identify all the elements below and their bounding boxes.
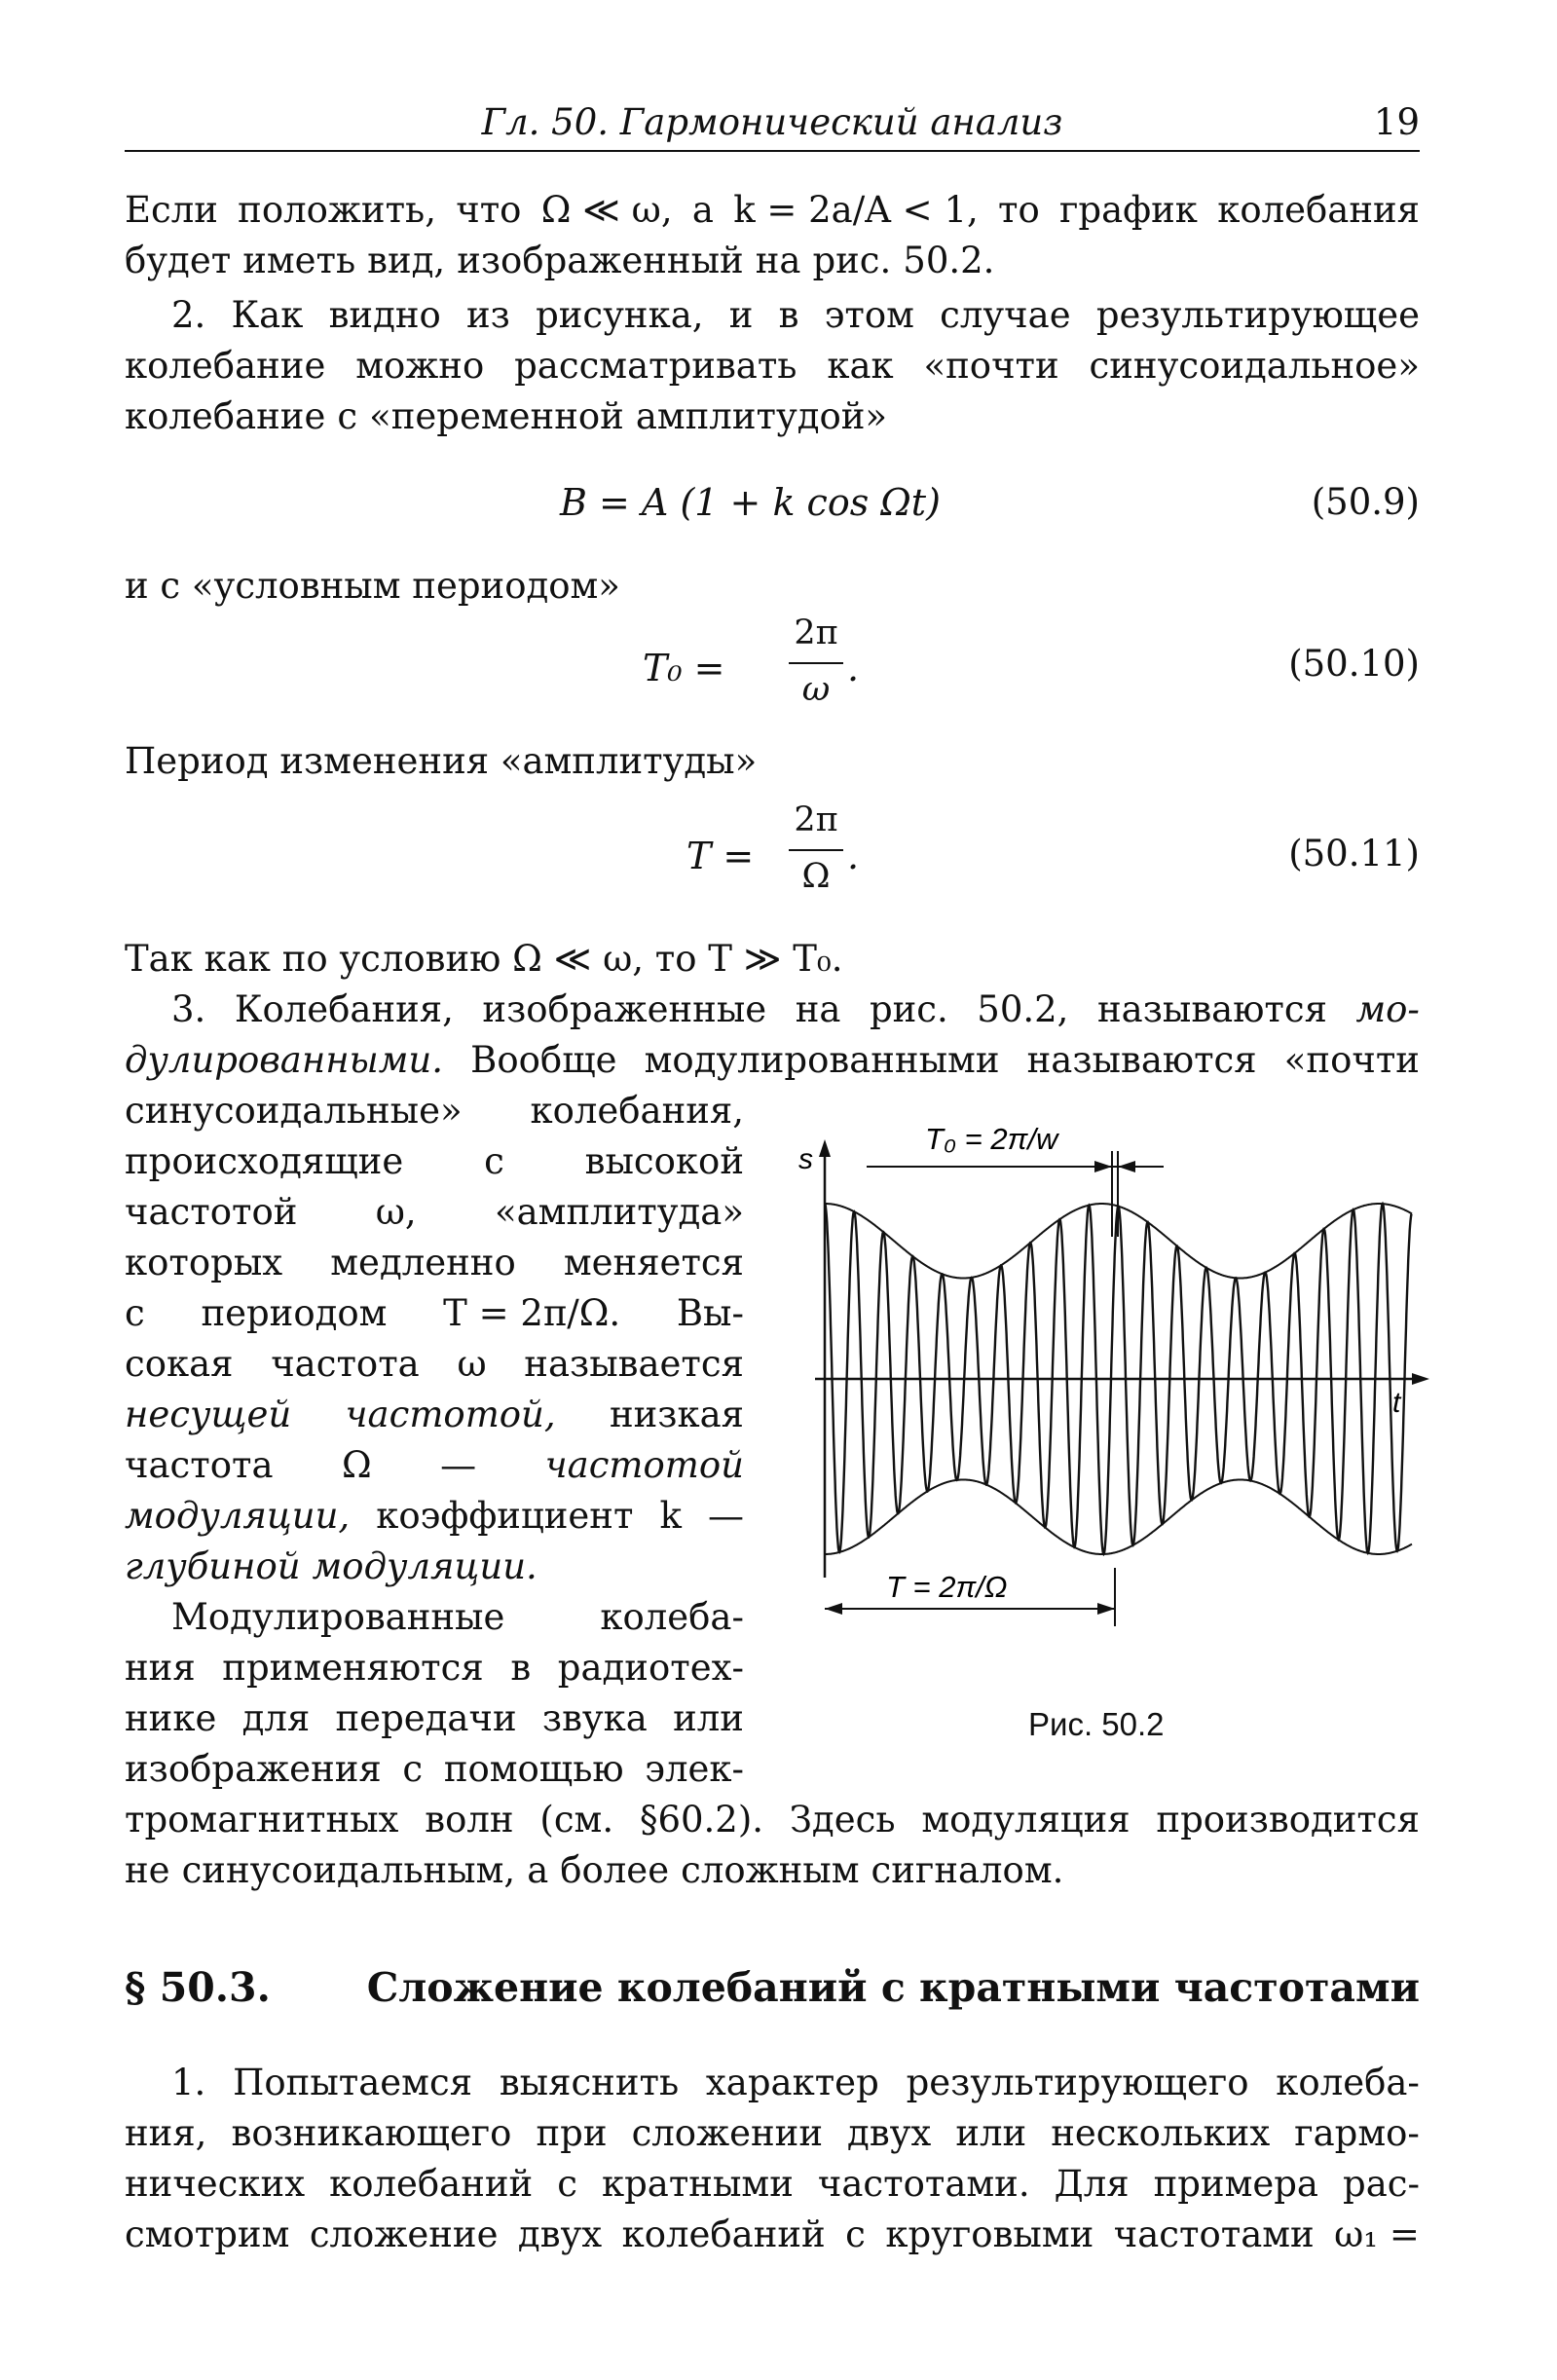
word: k = 2a/A < 1, <box>733 189 979 231</box>
word: синусоидальное» <box>1089 345 1420 387</box>
section-number: § 50.3. <box>125 1964 271 2011</box>
word: Для <box>1054 2163 1130 2205</box>
word: производится <box>1156 1799 1420 1841</box>
word: колебания, <box>530 1090 744 1132</box>
text-period: и с «условным периодом» <box>125 565 620 607</box>
equation-50-10-denominator: ω <box>801 670 831 709</box>
word: как <box>827 345 894 387</box>
word: модуляции. <box>312 1545 538 1587</box>
word: возникающего <box>231 2112 512 2154</box>
word: результирующее <box>1095 294 1420 336</box>
word: называются <box>1096 988 1327 1030</box>
text-line <box>125 1137 744 1186</box>
word: 50.2. <box>903 240 995 281</box>
text-line <box>125 1543 744 1591</box>
text-line <box>125 291 1420 340</box>
word: с <box>845 2213 866 2255</box>
word: Если <box>125 189 218 231</box>
word: рис. <box>812 240 892 281</box>
word: 2. <box>171 294 206 336</box>
equation-number-50-11: (50.11) <box>1288 833 1420 874</box>
text-line <box>125 1745 744 1794</box>
word: Ω ≪ ω, <box>540 189 673 231</box>
text-line <box>125 1846 1420 1895</box>
text-line <box>125 1036 1420 1085</box>
word: кратными <box>601 2163 794 2205</box>
word: (см. <box>539 1799 614 1841</box>
word: более <box>560 1849 670 1891</box>
word: радиотех- <box>557 1647 744 1689</box>
text-line <box>125 2160 1420 2209</box>
equation-50-11-lhs: T = <box>686 835 755 877</box>
word: ω, <box>375 1191 417 1233</box>
word: Вы- <box>676 1292 744 1334</box>
word: рассматривать <box>514 345 797 387</box>
figure-caption: Рис. 50.2 <box>1028 1706 1165 1742</box>
text-line <box>125 1239 744 1287</box>
word: результирующего <box>906 2062 1249 2103</box>
word: можно <box>355 345 485 387</box>
text-line <box>125 1340 744 1389</box>
text-line <box>125 1593 744 1642</box>
word: дулированными. <box>125 1039 444 1081</box>
word: колебание <box>125 345 326 387</box>
fraction-bar <box>789 849 843 851</box>
word: частота <box>271 1343 420 1385</box>
word: ω <box>457 1343 487 1385</box>
label-t0: T₀ = 2π/w <box>925 1122 1058 1156</box>
text-line <box>125 562 1420 611</box>
fraction-bar <box>789 662 843 664</box>
word: рисунка, <box>536 294 704 336</box>
word: модулированными <box>644 1039 1000 1081</box>
word: частотой <box>544 1444 744 1486</box>
word: Ω <box>342 1444 372 1486</box>
text-line <box>125 2059 1420 2107</box>
text-line <box>125 737 1420 786</box>
t0-arrow-left <box>1094 1161 1112 1172</box>
word: помощью <box>443 1748 624 1790</box>
word: мо- <box>1355 988 1420 1030</box>
equation-50-11-denominator: Ω <box>801 857 831 896</box>
page-number: 19 <box>1373 101 1420 143</box>
word: «переменной <box>369 395 624 437</box>
word: происходящие <box>125 1140 404 1182</box>
text-line <box>125 1188 744 1237</box>
word: случае <box>940 294 1071 336</box>
text-line <box>125 1492 744 1541</box>
equation-50-11-numerator: 2π <box>794 800 838 839</box>
word: ния <box>125 1647 196 1689</box>
word: двух <box>517 2213 603 2255</box>
word: на <box>755 240 801 281</box>
word: для <box>241 1697 311 1739</box>
word: а <box>527 1849 549 1891</box>
word: с <box>484 1140 504 1182</box>
text-line <box>125 935 1420 984</box>
word: в <box>778 294 799 336</box>
word: ω₁ = <box>1334 2213 1420 2255</box>
word: «почти <box>923 345 1059 387</box>
word: модуляция <box>921 1799 1131 1841</box>
running-header <box>125 101 1420 152</box>
word: будет <box>125 240 232 281</box>
word: вид, <box>367 240 446 281</box>
word: сложным <box>681 1849 860 1891</box>
word: из <box>466 294 510 336</box>
word: частота <box>125 1444 274 1486</box>
word: нескольких <box>1051 2112 1271 2154</box>
text-line <box>125 1644 744 1692</box>
word: передачи <box>335 1697 517 1739</box>
word: круговыми <box>885 2213 1094 2255</box>
word: сокая <box>125 1343 234 1385</box>
word: низкая <box>609 1394 744 1435</box>
word: звука <box>541 1697 648 1739</box>
word: «амплитуда» <box>494 1191 744 1233</box>
word: колебаний <box>621 2213 826 2255</box>
word: Здесь <box>789 1799 896 1841</box>
text-line <box>125 1796 1420 1844</box>
word: с <box>402 1748 424 1790</box>
word: 1. <box>171 2062 206 2103</box>
text-line <box>125 1391 744 1439</box>
word: — <box>440 1444 477 1486</box>
word: при <box>536 2112 608 2154</box>
word: Модулированные <box>171 1596 505 1638</box>
word: 50.2, <box>977 988 1069 1030</box>
t-arrow-right <box>1097 1603 1115 1615</box>
word: и <box>728 294 754 336</box>
text-line <box>125 392 1420 441</box>
word: T = 2π/Ω. <box>443 1292 621 1334</box>
word: или <box>673 1697 744 1739</box>
axis-label-s: s <box>798 1143 813 1175</box>
word: не <box>125 1849 170 1891</box>
t-axis-arrow <box>1412 1373 1429 1385</box>
word: k <box>659 1495 682 1537</box>
word: то <box>998 189 1040 231</box>
text-line <box>125 1441 744 1490</box>
word: этом <box>824 294 914 336</box>
text-amplitude-period: Период изменения «амплитуды» <box>125 740 758 782</box>
word: несущей <box>125 1394 292 1435</box>
word: с <box>125 1292 145 1334</box>
word: примера <box>1153 2163 1318 2205</box>
word: тромагнитных <box>125 1799 399 1841</box>
equation-50-9: B = A (1 + k cos Ωt) <box>560 481 941 524</box>
word: модуляции, <box>125 1495 351 1537</box>
word: с <box>557 2163 577 2205</box>
word: нических <box>125 2163 306 2205</box>
word: колебание <box>125 395 326 437</box>
word: с <box>337 395 358 437</box>
word: изображенный <box>457 240 744 281</box>
word: — <box>707 1495 744 1537</box>
word: Вообще <box>470 1039 617 1081</box>
word: иметь <box>242 240 356 281</box>
word: волн <box>425 1799 514 1841</box>
word: применяются <box>222 1647 484 1689</box>
word: положить, <box>238 189 436 231</box>
text-line <box>125 1087 744 1135</box>
text-line <box>125 1694 744 1743</box>
text-line <box>125 985 1420 1034</box>
word: медленно <box>330 1242 516 1283</box>
word: сложении <box>631 2112 823 2154</box>
text-line <box>125 2211 1420 2259</box>
word: нике <box>125 1697 217 1739</box>
word: называются <box>1026 1039 1257 1081</box>
word: сложение <box>309 2213 499 2255</box>
equation-50-10-period: . <box>847 647 860 689</box>
word: или <box>955 2112 1027 2154</box>
section-heading <box>125 1964 1420 2011</box>
word: частотой <box>125 1191 298 1233</box>
text-line <box>125 2109 1420 2158</box>
word: Как <box>231 294 304 336</box>
word: колебания <box>1217 189 1420 231</box>
word: глубиной <box>125 1545 301 1587</box>
t0-arrow-right <box>1118 1161 1135 1172</box>
word: 3. <box>171 988 206 1030</box>
text-line <box>125 237 1420 285</box>
word: на <box>795 988 841 1030</box>
equation-number-50-10: (50.10) <box>1288 643 1420 685</box>
s-axis-arrow <box>819 1139 831 1157</box>
word: в <box>510 1647 532 1689</box>
text-since: Так как по условию Ω ≪ ω, то T ≫ T₀. <box>125 938 843 980</box>
word: двух <box>847 2112 932 2154</box>
word: колебаний <box>329 2163 534 2205</box>
word: выяснить <box>499 2062 680 2103</box>
word: частотами <box>1113 2213 1315 2255</box>
word: которых <box>125 1242 283 1283</box>
word: §60.2). <box>639 1799 764 1841</box>
axis-label-t: t <box>1392 1387 1401 1419</box>
equation-50-10-lhs: T₀ = <box>643 647 725 689</box>
word: коэффициент <box>376 1495 634 1537</box>
word: синусоидальным, <box>181 1849 516 1891</box>
envelope-lower <box>825 1480 1412 1555</box>
word: видно <box>328 294 441 336</box>
word: меняется <box>563 1242 744 1283</box>
t-arrow-left <box>825 1603 842 1615</box>
word: колеба- <box>600 1596 744 1638</box>
word: что <box>456 189 522 231</box>
equation-number-50-9: (50.9) <box>1311 481 1420 523</box>
word: Колебания, <box>234 988 454 1030</box>
word: частотой, <box>345 1394 556 1435</box>
word: высокой <box>584 1140 744 1182</box>
word: график <box>1059 189 1198 231</box>
section-title: Сложение колебаний с кратными частотами <box>366 1964 1420 2011</box>
word: периодом <box>201 1292 388 1334</box>
word: называется <box>524 1343 744 1385</box>
text-line <box>125 342 1420 390</box>
chapter-title: Гл. 50. Гармонический анализ <box>481 101 1063 143</box>
word: элек- <box>645 1748 744 1790</box>
equation-50-10-numerator: 2π <box>794 614 838 652</box>
figure-modulated-oscillation <box>769 1110 1431 1655</box>
text-line <box>125 186 1420 235</box>
word: изображения <box>125 1748 382 1790</box>
word: рас- <box>1343 2163 1420 2205</box>
word: «почти <box>1283 1039 1420 1081</box>
word: частотами. <box>817 2163 1030 2205</box>
word: гармо- <box>1294 2112 1420 2154</box>
word: ния, <box>125 2112 207 2154</box>
word: сигналом. <box>871 1849 1064 1891</box>
word: колеба- <box>1276 2062 1420 2103</box>
word: характер <box>705 2062 879 2103</box>
word: Попытаемся <box>233 2062 473 2103</box>
word: изображенные <box>482 988 767 1030</box>
equation-50-11-period: . <box>847 835 860 877</box>
word: рис. <box>869 988 948 1030</box>
text-line <box>125 1289 744 1338</box>
word: амплитудой» <box>635 395 888 437</box>
word: а <box>691 189 714 231</box>
word: синусоидальные» <box>125 1090 463 1132</box>
label-t: T = 2π/Ω <box>886 1570 1008 1604</box>
word: смотрим <box>125 2213 290 2255</box>
